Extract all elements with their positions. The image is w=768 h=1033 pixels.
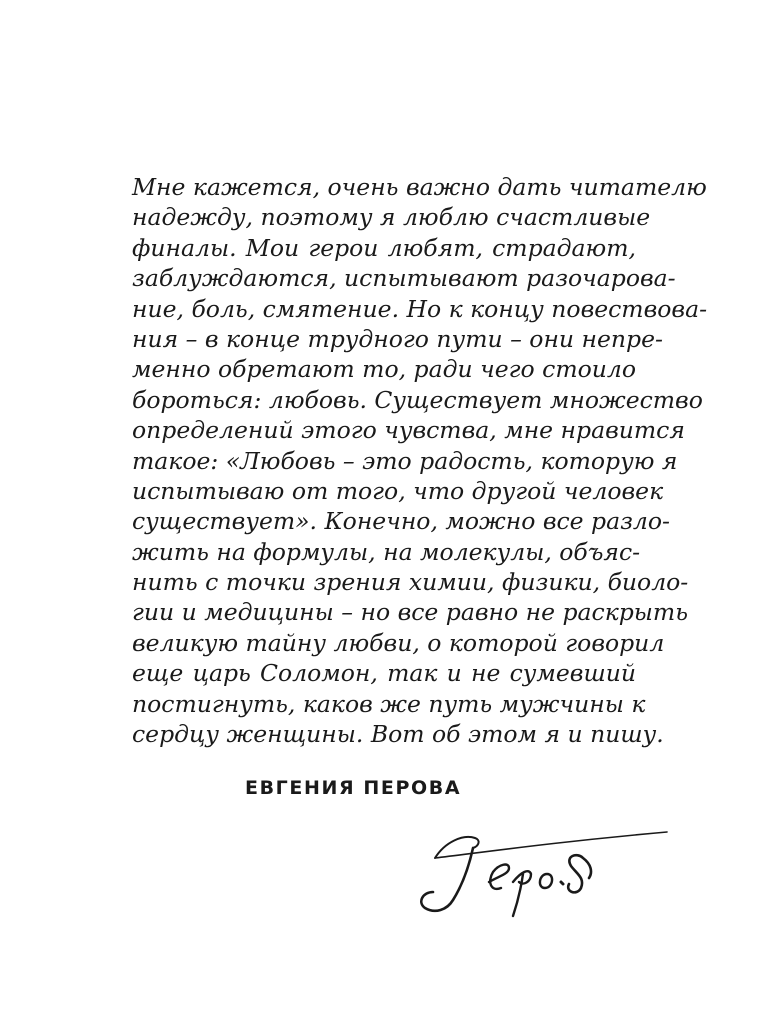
quote-line: испытываю от того, что другой человек: [132, 476, 664, 505]
author-name: ЕВГЕНИЯ ПЕРОВА: [245, 777, 462, 799]
quote-line: гии и медицины – но все равно не раскрыть: [132, 598, 688, 627]
quote-line: финалы. Мои герои любят, страдают,: [132, 233, 636, 262]
quote-line: надежду, поэтому я люблю счастливые: [132, 203, 651, 232]
quote-line: жить на формулы, на молекулы, объяс-: [132, 537, 641, 566]
quote-line: ния – в конце трудного пути – они непре-: [132, 324, 663, 353]
quote-line: постигнуть, каков же путь мужчины к: [132, 689, 646, 718]
quote-line: бороться: любовь. Существует множество: [132, 385, 703, 414]
quote-line: ние, боль, смятение. Но к концу повествова-: [132, 294, 708, 323]
quote-line: великую тайну любви, о которой говорил: [132, 628, 665, 657]
handwritten-signature-icon: [405, 812, 675, 922]
quote-line: еще царь Соломон, так и не сумевший: [132, 659, 636, 688]
author-quote: [132, 172, 708, 749]
quote-line: такое: «Любовь – это радость, которую я: [132, 446, 678, 475]
quote-line: существует». Конечно, можно все разло-: [132, 507, 670, 536]
quote-line: заблуждаются, испытывают разочарова-: [132, 264, 676, 293]
quote-line: нить с точки зрения химии, физики, биоло-: [132, 568, 689, 597]
quote-line: сердцу женщины. Вот об этом я и пишу.: [132, 720, 664, 749]
quote-line: менно обретают то, ради чего стоило: [132, 355, 636, 384]
quote-line: Мне кажется, очень важно дать читателю: [132, 173, 707, 201]
quote-line: определений этого чувства, мне нравится: [132, 416, 685, 445]
